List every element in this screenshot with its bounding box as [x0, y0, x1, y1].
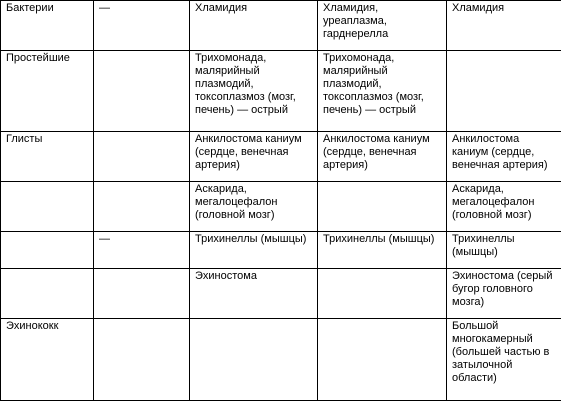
table-cell [447, 51, 561, 132]
table-cell: Анкилостома каниум (сердце, венечная артерия) [318, 132, 447, 182]
table-cell [94, 269, 190, 319]
row-label-cell [1, 269, 94, 319]
table-cell [190, 319, 318, 401]
row-label-cell: Простейшие [1, 51, 94, 132]
table-cell: Аскарида, мегалоцефалон (головной мозг) [190, 182, 318, 232]
table-cell: — [94, 1, 190, 51]
table-cell: Трихинеллы (мышцы) [447, 232, 561, 269]
table-row [1, 132, 561, 182]
table-row [1, 232, 561, 269]
table-cell: Трихомонада, малярийный плазмодий, токсоплазмоз (мозг, печень) — острый [318, 51, 447, 132]
table-cell [318, 319, 447, 401]
row-label-cell: Эхинококк [1, 319, 94, 401]
table-cell [318, 269, 447, 319]
table-row [1, 269, 561, 319]
table-cell [94, 51, 190, 132]
table-cell: — [94, 232, 190, 269]
table-cell: Трихомонада, малярийный плазмодий, токсоплазмоз (мозг, печень) — острый [190, 51, 318, 132]
table-cell: Хламидия [190, 1, 318, 51]
table-cell: Анкилостома каниум (сердце, венечная артерия) [190, 132, 318, 182]
table-cell: Трихинеллы (мышцы) [318, 232, 447, 269]
table-row [1, 319, 561, 401]
table-cell: Анкилостома каниум (сердце, венечная артерия) [447, 132, 561, 182]
row-label-cell [1, 232, 94, 269]
table-cell: Трихинеллы (мышцы) [190, 232, 318, 269]
table-cell [94, 319, 190, 401]
table-cell: Хламидия, уреаплазма, гарднерелла [318, 1, 447, 51]
table-cell [94, 182, 190, 232]
table-row [1, 51, 561, 132]
table-cell [318, 182, 447, 232]
row-label-cell: Бактерии [1, 1, 94, 51]
row-label-cell: Глисты [1, 132, 94, 182]
table-cell: Эхиностома [190, 269, 318, 319]
table-cell: Большой многокамерный (большей частью в затылочной области) [447, 319, 561, 401]
table-cell: Хламидия [447, 1, 561, 51]
table-row [1, 1, 561, 51]
table-cell [94, 132, 190, 182]
table-cell: Эхиностома (серый бугор головного мозга) [447, 269, 561, 319]
table-cell: Аскарида, мегалоцефалон (головной мозг) [447, 182, 561, 232]
row-label-cell [1, 182, 94, 232]
table-row [1, 182, 561, 232]
